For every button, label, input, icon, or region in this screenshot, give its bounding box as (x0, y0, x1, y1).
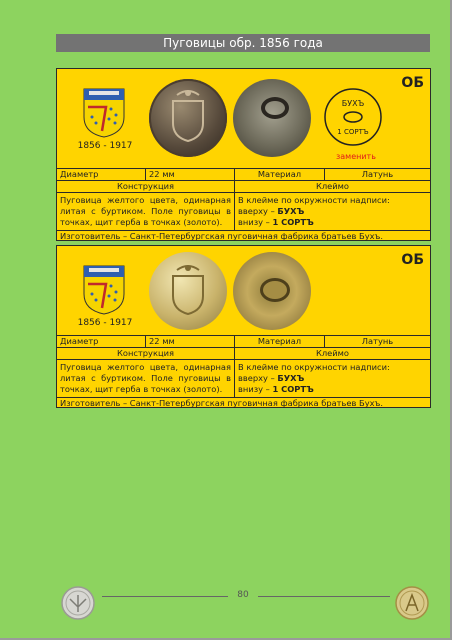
construction-label: Конструкция (57, 181, 235, 192)
material-label: Материал (235, 336, 325, 347)
stamp-label: Клеймо (315, 181, 350, 191)
stamp-description (235, 193, 430, 230)
button-back-photo (233, 79, 311, 157)
coat-of-arms-icon (82, 87, 126, 139)
button-shank (261, 97, 289, 119)
stamp-top-line: вверху – БУХЪ (238, 206, 305, 216)
images-row (57, 246, 430, 336)
stamp-bottom-line: внизу – 1 СОРТЪ (238, 384, 314, 394)
years-label: 1856 - 1917 (77, 318, 133, 328)
shield-emblem-icon (149, 252, 227, 330)
diameter-label: Диаметр (57, 336, 146, 347)
stamp-description (235, 360, 430, 397)
footer-divider-left (102, 596, 228, 597)
construction-description: Пуговица желтого цвета, одинарная литая с буртиком. Поле пуговицы в точках, щит герба в точках (золото). (57, 193, 235, 230)
material-value: Латунь (361, 336, 394, 346)
page-number: 80 (237, 590, 249, 600)
images-row (57, 69, 430, 169)
button-front-photo (149, 79, 227, 157)
construction-description: Пуговица желтого цвета, одинарная литая с буртиком. Поле пуговицы в точках, щит герба в точках (золото). (57, 360, 235, 397)
years-label: 1856 - 1917 (77, 141, 133, 151)
stamp-label: Клеймо (315, 348, 350, 358)
stamp-top-line: вверху – БУХЪ (238, 373, 305, 383)
headings-row (57, 181, 430, 193)
ob-badge: ОБ (401, 75, 424, 91)
maker-row (57, 398, 430, 409)
construction-label: Конструкция (57, 348, 235, 359)
stamp-line: В клейме по окружности надписи: (238, 195, 390, 205)
maker-text: Изготовитель – Санкт-Петербургская пуговичная фабрика братьев Бухъ. (60, 398, 384, 408)
diameter-value: 22 мм (146, 336, 235, 347)
material-label: Материал (235, 169, 325, 180)
coat-of-arms-icon (82, 264, 126, 316)
stamp-diagram (323, 87, 383, 147)
button-card-1 (56, 68, 431, 241)
button-back-photo (233, 252, 311, 330)
diameter-label: Диаметр (57, 169, 146, 180)
replace-link[interactable]: заменить (336, 152, 376, 161)
button-front-photo (149, 252, 227, 330)
page-title: Пуговицы обр. 1856 года (56, 34, 430, 52)
diameter-value: 22 мм (146, 169, 235, 180)
details-row (57, 193, 430, 231)
button-shank (260, 278, 290, 302)
specs-row (57, 336, 430, 348)
material-value: Латунь (361, 169, 394, 179)
maker-row (57, 231, 430, 242)
ob-badge: ОБ (401, 252, 424, 268)
imperial-eagle-medallion-icon (60, 585, 96, 621)
shield-emblem-icon (149, 79, 227, 157)
stamp-diagram-top: БУХЪ (341, 99, 365, 108)
stamp-line: В клейме по окружности надписи: (238, 362, 390, 372)
details-row (57, 360, 430, 398)
maker-text: Изготовитель – Санкт-Петербургская пуговичная фабрика братьев Бухъ. (60, 231, 384, 241)
headings-row (57, 348, 430, 360)
gold-monogram-medallion-icon (394, 585, 430, 621)
specs-row (57, 169, 430, 181)
stamp-diagram-bottom: 1 СОРТЪ (337, 128, 369, 136)
button-card-2 (56, 245, 431, 408)
footer-divider-right (258, 596, 390, 597)
stamp-bottom-line: внизу – 1 СОРТЪ (238, 217, 314, 227)
